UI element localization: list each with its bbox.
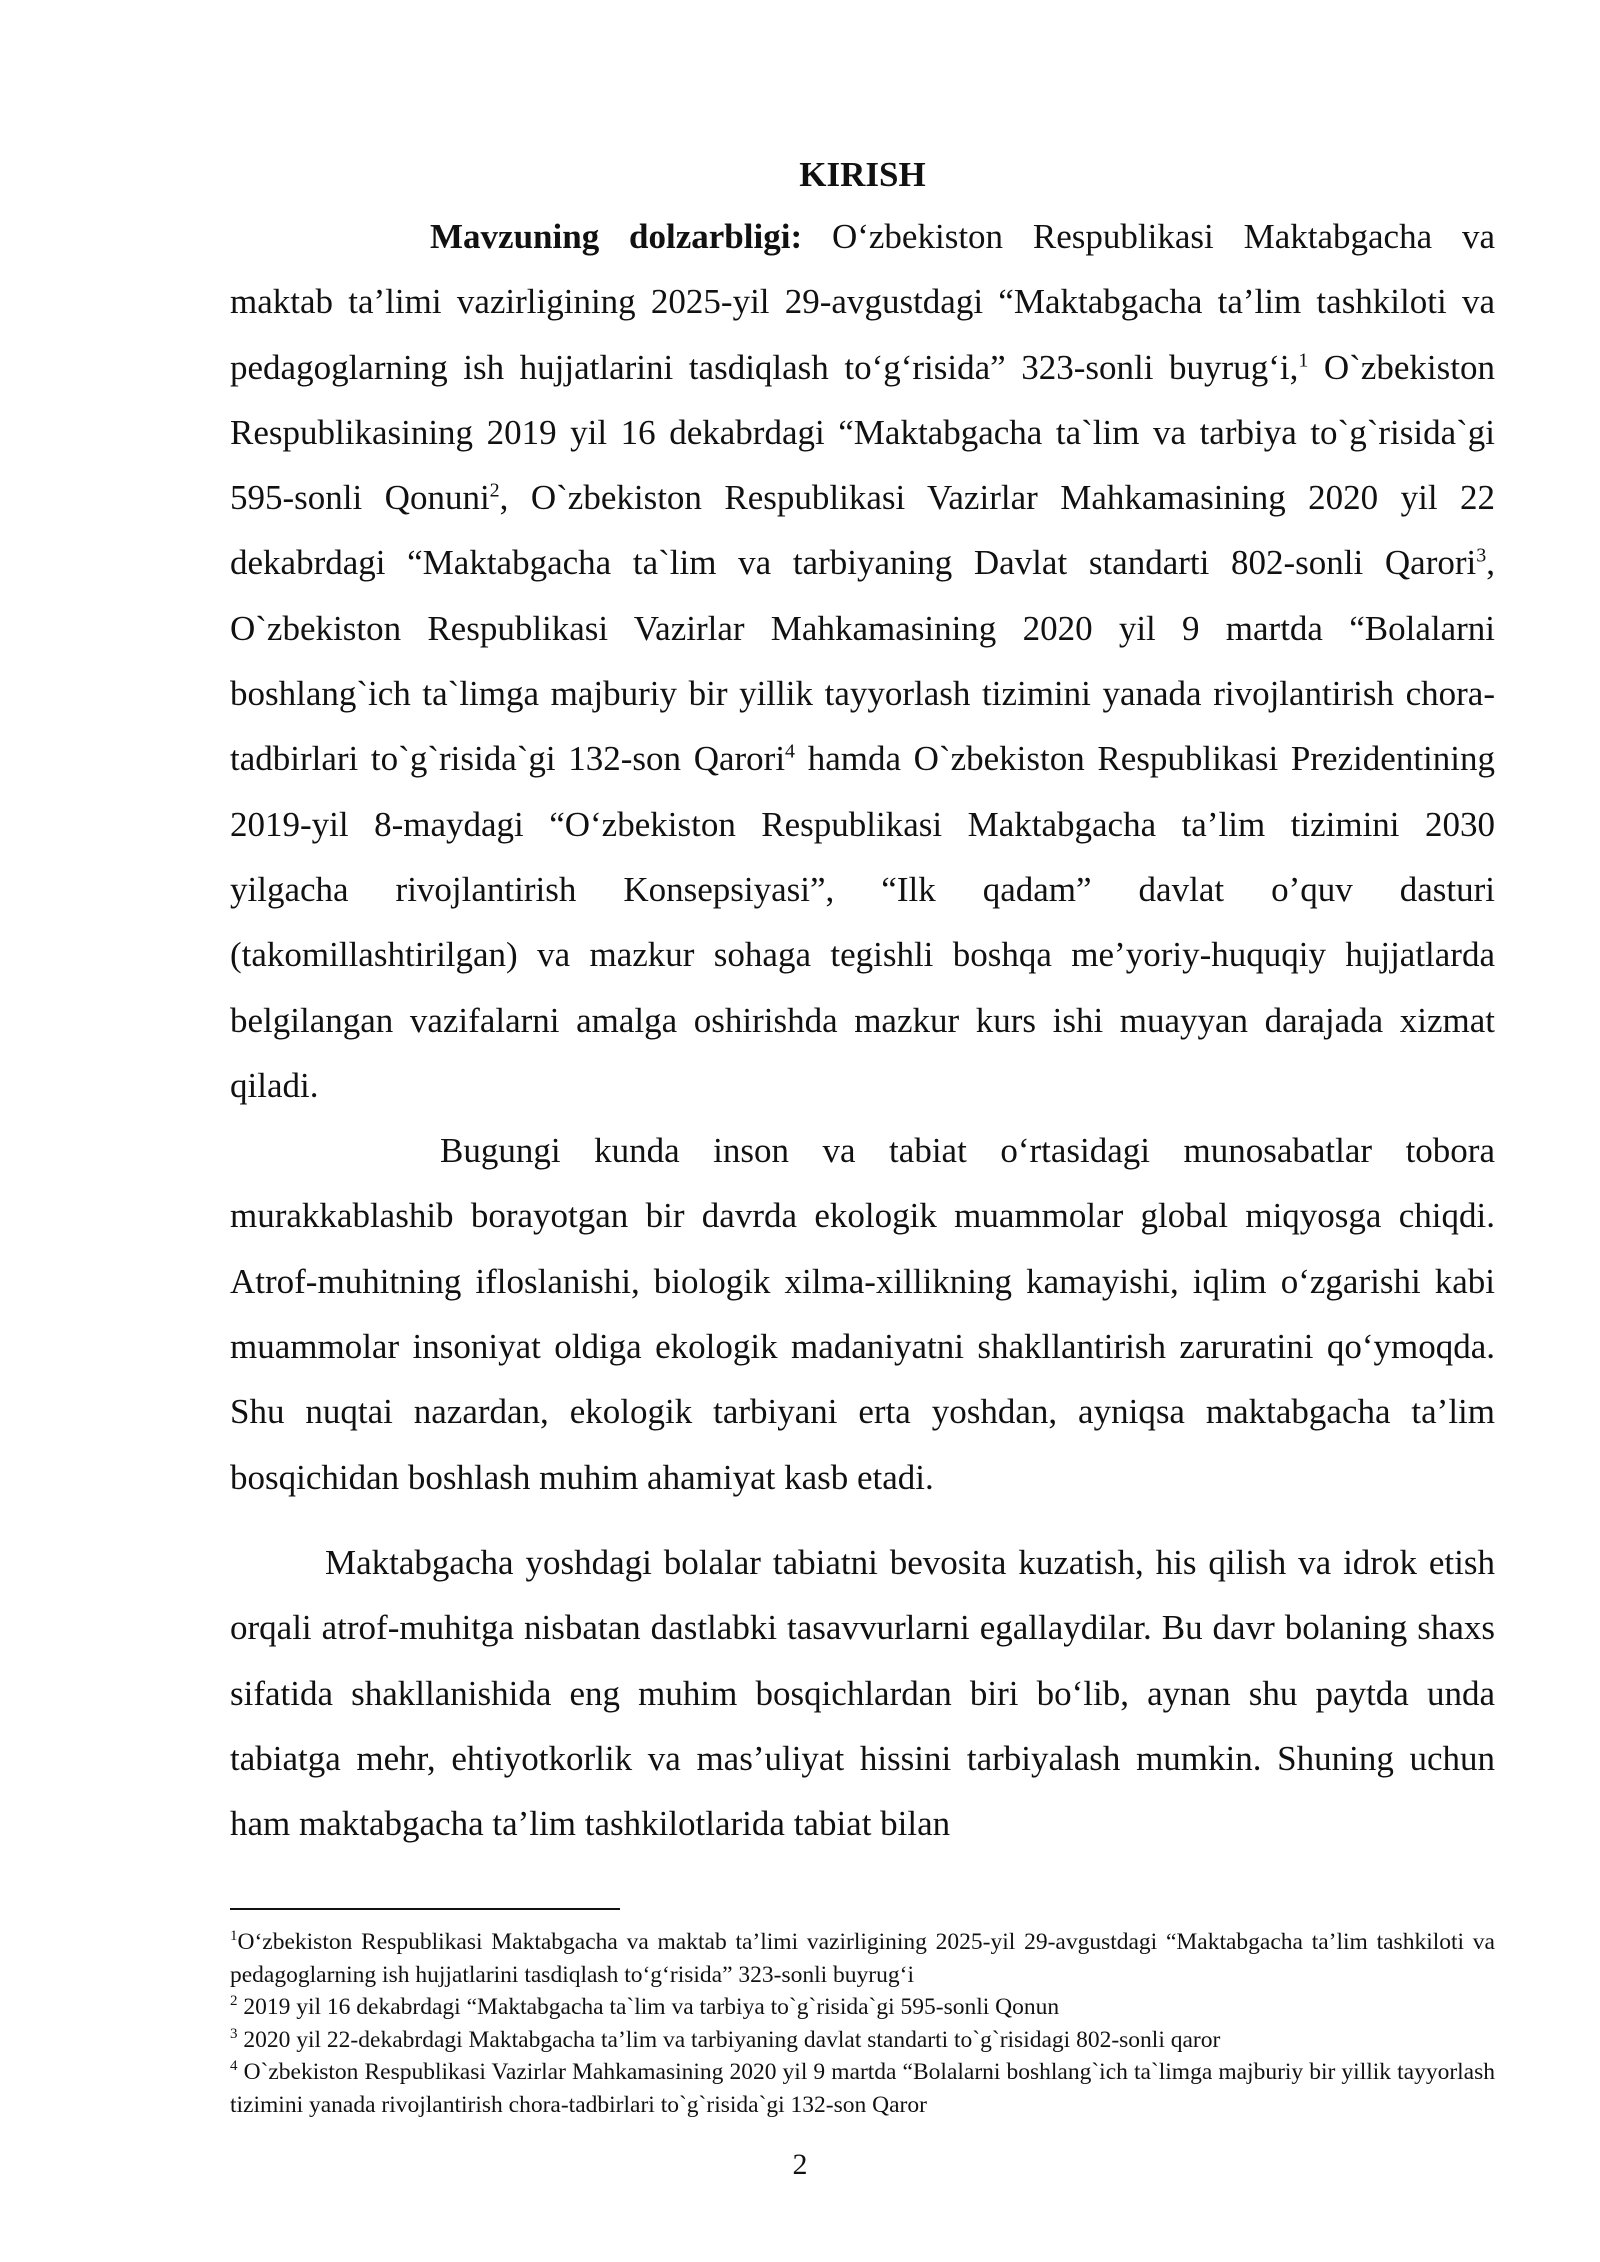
footnotes (230, 1908, 1495, 2121)
relevance-text-2: O`zbekiston Respublikasining 2019 yil 16 dekabrdagi “Maktabgacha ta`lim va tarbiya to`g`risida`gi 595-sonli Qonuni (230, 347, 1495, 518)
footnote-ref-2: 2 (489, 479, 500, 502)
footnote-2 (230, 1991, 1495, 2024)
footnote-4 (230, 2056, 1495, 2121)
paragraph-ecology: Bugungi kunda inson va tabiat o‘rtasidagi munosabatlar tobora murakkablashib borayotgan bir davrda ekologik muammolar global miqyosga chiqdi. Atrof-muhitning ifloslanishi, biologik xilma-xillikning kamayishi, iqlim o‘zgarishi kabi muammolar insoniyat oldiga ekologik madaniyatni shakllantirish zaruratini qo‘ymoqda. Shu nuqtai nazardan, ekologik tarbiyani erta yoshdan, ayniqsa maktabgacha ta’lim bosqichidan boshlash muhim ahamiyat kasb etadi. (230, 1131, 1495, 1497)
footnote-text: O‘zbekiston Respublikasi Maktabgacha va maktab ta’limi vazirligining 2025-yil 29-avgustdagi “Maktabgacha ta’lim tashkiloti va pedagoglarning ish hujjatlarini tasdiqlash to‘g‘risida” 323-sonli buyrug‘i (230, 1929, 1495, 1988)
footnote-number: 2 (230, 1993, 238, 2010)
footnote-number: 4 (230, 2058, 238, 2075)
footnote-number: 1 (230, 1928, 238, 1945)
relevance-text-4: , O`zbekiston Respublikasi Vazirlar Mahkamasining 2020 yil 9 martda “Bolalarni boshlang`ich ta`limga majburiy bir yillik tayyorlash tizimini yanada rivojlantirish chora-tadbirlari to`g`risida`gi 132-son Qarori (230, 543, 1495, 779)
section-title: KIRISH (799, 155, 926, 194)
footnote-separator (230, 1908, 620, 1910)
footnote-ref-1: 1 (1298, 348, 1309, 371)
footnote-ref-3: 3 (1476, 544, 1487, 567)
relevance-text-1: O‘zbekiston Respublikasi Maktabgacha va maktab ta’limi vazirligining 2025-yil 29-avgustdagi “Maktabgacha ta’lim tashkiloti va pedagoglarning ish hujjatlarini tasdiqlash to‘g‘risida” 323-sonli buyrug‘i, (230, 217, 1495, 387)
relevance-lead: Mavzuning dolzarbligi: (430, 217, 803, 256)
relevance-text-3: , O`zbekiston Respublikasi Vazirlar Mahkamasining 2020 yil 22 dekabrdagi “Maktabgacha ta`lim va tarbiyaning Davlat standarti 802-sonli Qarori (230, 478, 1495, 583)
footnote-text: 2020 yil 22-dekabrdagi Maktabgacha ta’lim va tarbiyaning davlat standarti to`g`risidagi 802-sonli qaror (237, 2026, 1221, 2053)
main-content (230, 150, 1495, 1856)
page-number: 2 (792, 2148, 808, 2181)
footnote-ref-4: 4 (785, 740, 796, 763)
paragraph-preschool: Maktabgacha yoshdagi bolalar tabiatni bevosita kuzatish, his qilish va idrok etish orqali atrof-muhitga nisbatan dastlabki tasavvurlarni egallaydilar. Bu davr bolaning shaxs sifatida shakllanishida eng muhim bosqichlardan biri bo‘lib, aynan shu paytda unda tabiatga mehr, ehtiyotkorlik va mas’uliyat hissini tarbiyalash mumkin. Shuning uchun ham maktabgacha ta’lim tashkilotlarida tabiat bilan (230, 1542, 1495, 1844)
relevance-text-5: hamda O`zbekiston Respublikasi Prezidentining 2019-yil 8-maydagi “O‘zbekiston Respublikasi Maktabgacha ta’lim tizimini 2030 yilgacha rivojlantirish Konsepsiyasi”, “Ilk qadam” davlat o’quv dasturi (takomillashtirilgan) va mazkur sohaga tegishli boshqa me’yoriy-huquqiy hujjatlarda belgilangan vazifalarni amalga oshirishda mazkur kurs ishi muayyan darajada xizmat qiladi. (230, 739, 1495, 1105)
footnote-1 (230, 1926, 1495, 1991)
paragraph-relevance (230, 204, 1495, 1118)
footnote-3 (230, 2024, 1495, 2057)
footnote-text: 2019 yil 16 dekabrdagi “Maktabgacha ta`lim va tarbiya to`g`risida`gi 595-sonli Qonun (237, 1994, 1060, 2020)
footnote-text: O`zbekiston Respublikasi Vazirlar Mahkamasining 2020 yil 9 martda “Bolalarni boshlang`ich ta`limga majburiy bir yillik tayyorlash tizimini yanada rivojlantirish chora-tadbirlari to`g`risida`gi 132-son Qaror (230, 2059, 1495, 2118)
footnote-number: 3 (230, 2025, 238, 2042)
